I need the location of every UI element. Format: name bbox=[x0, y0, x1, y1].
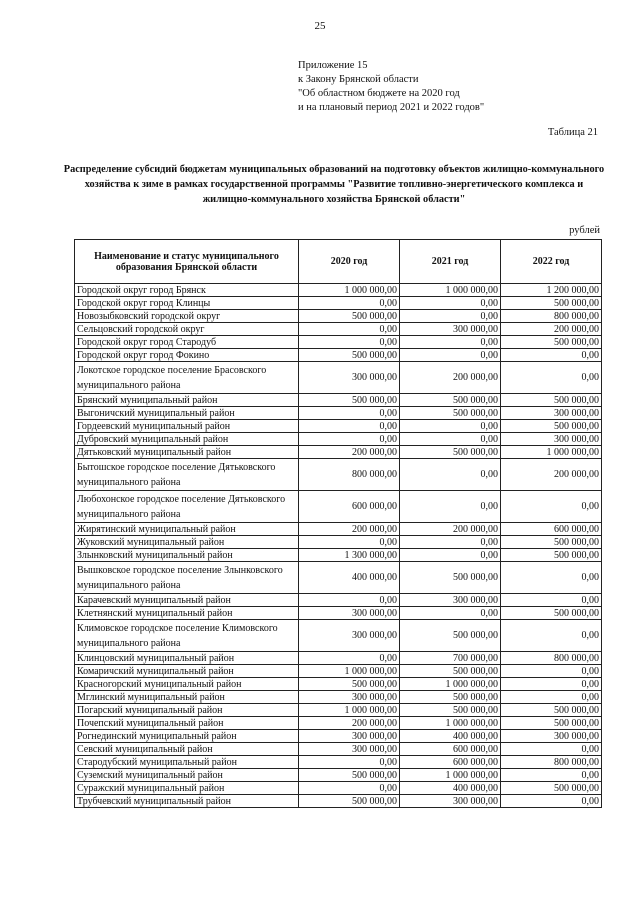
value-2022-cell: 500 000,00 bbox=[501, 536, 602, 549]
header-municipality: Наименование и статус муниципального образования Брянской области bbox=[75, 240, 299, 284]
municipality-cell: Погарский муниципальный район bbox=[75, 704, 299, 717]
value-2020-cell: 1 000 000,00 bbox=[299, 704, 400, 717]
value-2021-cell: 400 000,00 bbox=[400, 730, 501, 743]
appendix-line-4: и на плановый период 2021 и 2022 годов" bbox=[298, 102, 485, 113]
table-row bbox=[75, 756, 602, 769]
value-2021-cell: 400 000,00 bbox=[400, 782, 501, 795]
appendix-line-2: к Закону Брянской области bbox=[298, 74, 419, 85]
table-row bbox=[75, 691, 602, 704]
municipality-cell: Рогнединский муниципальный район bbox=[75, 730, 299, 743]
table-row bbox=[75, 665, 602, 678]
table-label: Таблица 21 bbox=[547, 127, 598, 138]
table-row bbox=[75, 678, 602, 691]
table-row bbox=[75, 420, 602, 433]
value-2022-cell: 500 000,00 bbox=[501, 297, 602, 310]
value-2021-cell: 200 000,00 bbox=[400, 362, 501, 394]
value-2020-cell: 0,00 bbox=[299, 407, 400, 420]
municipality-cell: Суражский муниципальный район bbox=[75, 782, 299, 795]
municipality-cell: Суземский муниципальный район bbox=[75, 769, 299, 782]
value-2020-cell: 500 000,00 bbox=[299, 678, 400, 691]
value-2022-cell: 0,00 bbox=[501, 678, 602, 691]
value-2022-cell: 200 000,00 bbox=[501, 459, 602, 491]
value-2022-cell: 300 000,00 bbox=[501, 730, 602, 743]
value-2020-cell: 300 000,00 bbox=[299, 743, 400, 756]
table-row bbox=[75, 523, 602, 536]
municipality-cell: Брянский муниципальный район bbox=[75, 394, 299, 407]
value-2021-cell: 0,00 bbox=[400, 549, 501, 562]
table-row bbox=[75, 620, 602, 652]
municipality-cell: Карачевский муниципальный район bbox=[75, 594, 299, 607]
table-row bbox=[75, 717, 602, 730]
value-2021-cell: 0,00 bbox=[400, 459, 501, 491]
value-2022-cell: 0,00 bbox=[501, 362, 602, 394]
value-2021-cell: 1 000 000,00 bbox=[400, 678, 501, 691]
value-2020-cell: 300 000,00 bbox=[299, 730, 400, 743]
value-2020-cell: 1 300 000,00 bbox=[299, 549, 400, 562]
value-2021-cell: 500 000,00 bbox=[400, 407, 501, 420]
municipality-cell: Городской округ город Фокино bbox=[75, 349, 299, 362]
value-2021-cell: 0,00 bbox=[400, 336, 501, 349]
municipality-cell: Мглинский муниципальный район bbox=[75, 691, 299, 704]
municipality-cell: Жуковский муниципальный район bbox=[75, 536, 299, 549]
value-2021-cell: 500 000,00 bbox=[400, 394, 501, 407]
table-header-row bbox=[75, 240, 602, 284]
value-2021-cell: 500 000,00 bbox=[400, 691, 501, 704]
municipality-cell: Городской округ город Клинцы bbox=[75, 297, 299, 310]
municipality-cell: Сельцовский городской округ bbox=[75, 323, 299, 336]
table-row bbox=[75, 362, 602, 394]
value-2021-cell: 1 000 000,00 bbox=[400, 717, 501, 730]
value-2021-cell: 300 000,00 bbox=[400, 795, 501, 808]
value-2020-cell: 200 000,00 bbox=[299, 446, 400, 459]
table-row bbox=[75, 594, 602, 607]
table-row bbox=[75, 323, 602, 336]
value-2022-cell: 200 000,00 bbox=[501, 323, 602, 336]
value-2020-cell: 300 000,00 bbox=[299, 691, 400, 704]
value-2021-cell: 500 000,00 bbox=[400, 620, 501, 652]
municipality-cell: Клетнянский муниципальный район bbox=[75, 607, 299, 620]
value-2021-cell: 500 000,00 bbox=[400, 665, 501, 678]
value-2020-cell: 500 000,00 bbox=[299, 795, 400, 808]
value-2022-cell: 0,00 bbox=[501, 743, 602, 756]
appendix-line-3: "Об областном бюджете на 2020 год bbox=[298, 88, 460, 99]
table-row bbox=[75, 562, 602, 594]
page-number: 25 bbox=[314, 20, 326, 32]
municipality-cell: Дубровский муниципальный район bbox=[75, 433, 299, 446]
table-row bbox=[75, 549, 602, 562]
table-row bbox=[75, 491, 602, 523]
municipality-cell: Трубчевский муниципальный район bbox=[75, 795, 299, 808]
value-2020-cell: 1 000 000,00 bbox=[299, 284, 400, 297]
value-2020-cell: 200 000,00 bbox=[299, 523, 400, 536]
value-2021-cell: 0,00 bbox=[400, 491, 501, 523]
value-2022-cell: 0,00 bbox=[501, 665, 602, 678]
value-2022-cell: 500 000,00 bbox=[501, 717, 602, 730]
municipality-cell: Климовское городское поселение Климовского муниципального района bbox=[75, 620, 299, 652]
municipality-cell: Севский муниципальный район bbox=[75, 743, 299, 756]
value-2022-cell: 500 000,00 bbox=[501, 782, 602, 795]
table-row bbox=[75, 284, 602, 297]
municipality-cell: Почепский муниципальный район bbox=[75, 717, 299, 730]
value-2020-cell: 0,00 bbox=[299, 420, 400, 433]
value-2021-cell: 500 000,00 bbox=[400, 704, 501, 717]
value-2022-cell: 500 000,00 bbox=[501, 420, 602, 433]
value-2022-cell: 0,00 bbox=[501, 620, 602, 652]
value-2021-cell: 700 000,00 bbox=[400, 652, 501, 665]
table-row bbox=[75, 769, 602, 782]
value-2020-cell: 0,00 bbox=[299, 433, 400, 446]
municipality-cell: Бытошское городское поселение Дятьковского муниципального района bbox=[75, 459, 299, 491]
municipality-cell: Вышковское городское поселение Злынковского муниципального района bbox=[75, 562, 299, 594]
value-2020-cell: 0,00 bbox=[299, 297, 400, 310]
appendix-block bbox=[298, 59, 484, 115]
value-2022-cell: 500 000,00 bbox=[501, 607, 602, 620]
value-2020-cell: 300 000,00 bbox=[299, 620, 400, 652]
subsidy-table bbox=[74, 239, 602, 808]
table-row bbox=[75, 652, 602, 665]
value-2022-cell: 800 000,00 bbox=[501, 756, 602, 769]
header-2022: 2022 год bbox=[501, 240, 602, 284]
value-2021-cell: 0,00 bbox=[400, 607, 501, 620]
municipality-cell: Выгоничский муниципальный район bbox=[75, 407, 299, 420]
value-2020-cell: 0,00 bbox=[299, 323, 400, 336]
value-2020-cell: 300 000,00 bbox=[299, 362, 400, 394]
value-2022-cell: 0,00 bbox=[501, 691, 602, 704]
value-2022-cell: 500 000,00 bbox=[501, 549, 602, 562]
table-row bbox=[75, 782, 602, 795]
table-row bbox=[75, 336, 602, 349]
value-2020-cell: 500 000,00 bbox=[299, 310, 400, 323]
municipality-cell: Городской округ город Брянск bbox=[75, 284, 299, 297]
municipality-cell: Жирятинский муниципальный район bbox=[75, 523, 299, 536]
value-2021-cell: 1 000 000,00 bbox=[400, 284, 501, 297]
value-2022-cell: 0,00 bbox=[501, 491, 602, 523]
municipality-cell: Гордеевский муниципальный район bbox=[75, 420, 299, 433]
value-2022-cell: 0,00 bbox=[501, 769, 602, 782]
value-2021-cell: 0,00 bbox=[400, 349, 501, 362]
value-2021-cell: 1 000 000,00 bbox=[400, 769, 501, 782]
municipality-cell: Дятьковский муниципальный район bbox=[75, 446, 299, 459]
table-row bbox=[75, 297, 602, 310]
value-2022-cell: 300 000,00 bbox=[501, 433, 602, 446]
value-2021-cell: 600 000,00 bbox=[400, 756, 501, 769]
value-2022-cell: 0,00 bbox=[501, 594, 602, 607]
table-row bbox=[75, 730, 602, 743]
municipality-cell: Злынковский муниципальный район bbox=[75, 549, 299, 562]
table-row bbox=[75, 795, 602, 808]
table-row bbox=[75, 607, 602, 620]
value-2021-cell: 0,00 bbox=[400, 310, 501, 323]
municipality-cell: Клинцовский муниципальный район bbox=[75, 652, 299, 665]
table-row bbox=[75, 743, 602, 756]
value-2022-cell: 0,00 bbox=[501, 795, 602, 808]
municipality-cell: Локотское городское поселение Брасовского муниципального района bbox=[75, 362, 299, 394]
table-body bbox=[75, 284, 602, 808]
value-2020-cell: 0,00 bbox=[299, 756, 400, 769]
value-2022-cell: 500 000,00 bbox=[501, 394, 602, 407]
value-2020-cell: 500 000,00 bbox=[299, 394, 400, 407]
municipality-cell: Красногорский муниципальный район bbox=[75, 678, 299, 691]
value-2020-cell: 500 000,00 bbox=[299, 769, 400, 782]
value-2020-cell: 600 000,00 bbox=[299, 491, 400, 523]
value-2022-cell: 800 000,00 bbox=[501, 310, 602, 323]
value-2020-cell: 0,00 bbox=[299, 782, 400, 795]
value-2021-cell: 300 000,00 bbox=[400, 323, 501, 336]
table-row bbox=[75, 704, 602, 717]
table-row bbox=[75, 349, 602, 362]
value-2021-cell: 0,00 bbox=[400, 297, 501, 310]
value-2020-cell: 500 000,00 bbox=[299, 349, 400, 362]
table-row bbox=[75, 433, 602, 446]
value-2022-cell: 0,00 bbox=[501, 562, 602, 594]
value-2020-cell: 0,00 bbox=[299, 536, 400, 549]
table-row bbox=[75, 394, 602, 407]
table-row bbox=[75, 407, 602, 420]
value-2020-cell: 0,00 bbox=[299, 336, 400, 349]
value-2020-cell: 200 000,00 bbox=[299, 717, 400, 730]
value-2022-cell: 300 000,00 bbox=[501, 407, 602, 420]
header-2020: 2020 год bbox=[299, 240, 400, 284]
value-2022-cell: 0,00 bbox=[501, 349, 602, 362]
value-2021-cell: 500 000,00 bbox=[400, 562, 501, 594]
municipality-cell: Городской округ город Стародуб bbox=[75, 336, 299, 349]
value-2021-cell: 0,00 bbox=[400, 433, 501, 446]
appendix-line-1: Приложение 15 bbox=[298, 60, 368, 71]
municipality-cell: Комаричский муниципальный район bbox=[75, 665, 299, 678]
value-2021-cell: 300 000,00 bbox=[400, 594, 501, 607]
municipality-cell: Стародубский муниципальный район bbox=[75, 756, 299, 769]
value-2021-cell: 0,00 bbox=[400, 420, 501, 433]
value-2021-cell: 0,00 bbox=[400, 536, 501, 549]
value-2020-cell: 800 000,00 bbox=[299, 459, 400, 491]
document-title: Распределение субсидий бюджетам муниципальных образований на подготовку объектов жилищно-коммунального хозяйства к зиме в рамках государственной программы "Развитие топливно-энергетического комплекса и жилищно-коммунального хозяйства Брянской области" bbox=[63, 164, 605, 205]
value-2020-cell: 0,00 bbox=[299, 594, 400, 607]
value-2022-cell: 500 000,00 bbox=[501, 704, 602, 717]
value-2022-cell: 600 000,00 bbox=[501, 523, 602, 536]
value-2022-cell: 500 000,00 bbox=[501, 336, 602, 349]
value-2020-cell: 300 000,00 bbox=[299, 607, 400, 620]
municipality-cell: Любохонское городское поселение Дятьковского муниципального района bbox=[75, 491, 299, 523]
municipality-cell: Новозыбковский городской округ bbox=[75, 310, 299, 323]
value-2020-cell: 1 000 000,00 bbox=[299, 665, 400, 678]
table-row bbox=[75, 310, 602, 323]
value-2021-cell: 600 000,00 bbox=[400, 743, 501, 756]
value-2020-cell: 400 000,00 bbox=[299, 562, 400, 594]
value-2022-cell: 1 000 000,00 bbox=[501, 446, 602, 459]
table-row bbox=[75, 446, 602, 459]
table-row bbox=[75, 459, 602, 491]
value-2021-cell: 500 000,00 bbox=[400, 446, 501, 459]
value-2020-cell: 0,00 bbox=[299, 652, 400, 665]
currency-unit: рублей bbox=[569, 225, 600, 236]
table-row bbox=[75, 536, 602, 549]
header-2021: 2021 год bbox=[400, 240, 501, 284]
value-2021-cell: 200 000,00 bbox=[400, 523, 501, 536]
value-2022-cell: 1 200 000,00 bbox=[501, 284, 602, 297]
value-2022-cell: 800 000,00 bbox=[501, 652, 602, 665]
